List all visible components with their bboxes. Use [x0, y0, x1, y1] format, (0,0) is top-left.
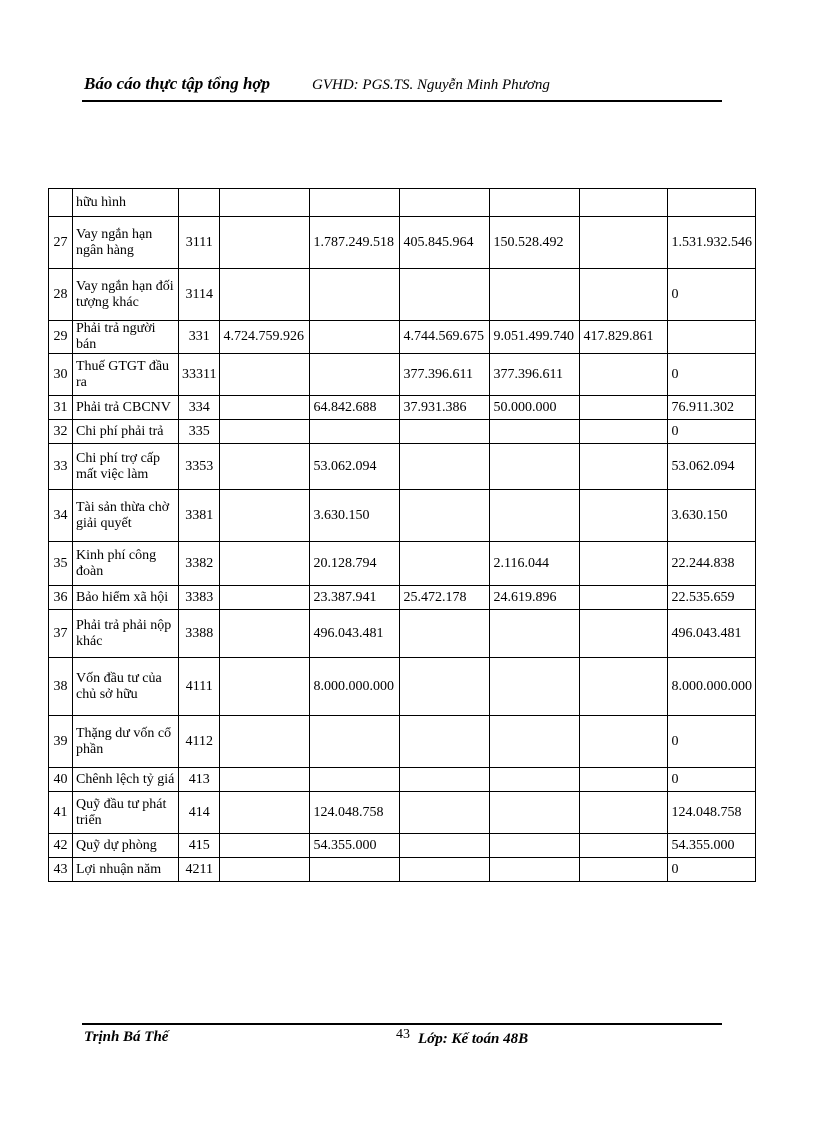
cell-name: Quỹ dự phòng: [73, 834, 179, 858]
cell-c3: [400, 610, 490, 658]
table-row: [49, 420, 756, 444]
cell-name: Lợi nhuận năm: [73, 858, 179, 882]
cell-c4: [490, 834, 580, 858]
cell-c5: [580, 858, 668, 882]
cell-c3: [400, 189, 490, 217]
cell-c1: [220, 420, 310, 444]
cell-stt: 34: [49, 490, 73, 542]
cell-c4: [490, 444, 580, 490]
cell-c2: 64.842.688: [310, 396, 400, 420]
cell-c5: [580, 586, 668, 610]
cell-code: 33311: [179, 354, 220, 396]
cell-stt: 27: [49, 217, 73, 269]
cell-c3: [400, 542, 490, 586]
cell-c4: [490, 189, 580, 217]
cell-stt: 39: [49, 716, 73, 768]
cell-c6: 0: [668, 768, 756, 792]
cell-c5: [580, 716, 668, 768]
cell-c6: 54.355.000: [668, 834, 756, 858]
cell-c5: 417.829.861: [580, 321, 668, 354]
cell-c5: [580, 269, 668, 321]
cell-code: 331: [179, 321, 220, 354]
cell-name: Chi phí phải trả: [73, 420, 179, 444]
cell-c4: [490, 269, 580, 321]
cell-c3: [400, 834, 490, 858]
cell-name: Vay ngắn hạn ngân hàng: [73, 217, 179, 269]
cell-c6: 0: [668, 858, 756, 882]
cell-c1: [220, 542, 310, 586]
header-advisor: GVHD: PGS.TS. Nguyễn Minh Phương: [312, 77, 550, 93]
table-row: [49, 768, 756, 792]
table-row: [49, 658, 756, 716]
cell-c2: 3.630.150: [310, 490, 400, 542]
cell-name: hữu hình: [73, 189, 179, 217]
cell-c1: [220, 217, 310, 269]
header-rule: [82, 100, 722, 102]
cell-c3: [400, 768, 490, 792]
cell-name: Vay ngắn hạn đối tượng khác: [73, 269, 179, 321]
cell-code: 414: [179, 792, 220, 834]
cell-c4: 2.116.044: [490, 542, 580, 586]
cell-stt: 43: [49, 858, 73, 882]
cell-c4: [490, 490, 580, 542]
table-row: [49, 444, 756, 490]
cell-c6: 22.244.838: [668, 542, 756, 586]
cell-c5: [580, 834, 668, 858]
cell-c2: 23.387.941: [310, 586, 400, 610]
cell-c3: 377.396.611: [400, 354, 490, 396]
table-row: [49, 542, 756, 586]
cell-c5: [580, 444, 668, 490]
cell-c2: [310, 189, 400, 217]
cell-stt: 28: [49, 269, 73, 321]
cell-code: 3111: [179, 217, 220, 269]
cell-stt: 31: [49, 396, 73, 420]
table-row: [49, 834, 756, 858]
cell-name: Bảo hiểm xã hội: [73, 586, 179, 610]
cell-c5: [580, 792, 668, 834]
cell-name: Tài sản thừa chờ giải quyết: [73, 490, 179, 542]
cell-code: 413: [179, 768, 220, 792]
cell-c5: [580, 490, 668, 542]
table-row: [49, 792, 756, 834]
cell-c6: [668, 321, 756, 354]
cell-c6: 0: [668, 420, 756, 444]
cell-c1: [220, 834, 310, 858]
cell-code: 4211: [179, 858, 220, 882]
cell-c6: 8.000.000.000: [668, 658, 756, 716]
table-row: [49, 189, 756, 217]
cell-name: Phải trả CBCNV: [73, 396, 179, 420]
cell-code: 3383: [179, 586, 220, 610]
table-row: [49, 217, 756, 269]
cell-c1: [220, 444, 310, 490]
cell-c5: [580, 610, 668, 658]
cell-c5: [580, 396, 668, 420]
cell-c1: [220, 658, 310, 716]
cell-c4: 50.000.000: [490, 396, 580, 420]
cell-c4: [490, 610, 580, 658]
cell-c2: 124.048.758: [310, 792, 400, 834]
table-row: [49, 858, 756, 882]
cell-c1: [220, 768, 310, 792]
cell-c4: 377.396.611: [490, 354, 580, 396]
cell-code: 334: [179, 396, 220, 420]
cell-c3: [400, 490, 490, 542]
cell-c2: [310, 716, 400, 768]
cell-code: 3114: [179, 269, 220, 321]
cell-c2: 54.355.000: [310, 834, 400, 858]
cell-code: 4111: [179, 658, 220, 716]
cell-c3: 4.744.569.675: [400, 321, 490, 354]
cell-c4: 9.051.499.740: [490, 321, 580, 354]
cell-c6: [668, 189, 756, 217]
cell-c4: [490, 858, 580, 882]
cell-c6: 0: [668, 354, 756, 396]
cell-c3: 37.931.386: [400, 396, 490, 420]
cell-c1: [220, 396, 310, 420]
footer-author: Trịnh Bá Thế: [84, 1029, 169, 1045]
footer-class: Lớp: Kế toán 48B: [418, 1031, 529, 1047]
cell-c5: [580, 354, 668, 396]
cell-name: Vốn đầu tư của chủ sở hữu: [73, 658, 179, 716]
cell-c4: [490, 658, 580, 716]
cell-c3: [400, 858, 490, 882]
cell-c4: [490, 420, 580, 444]
cell-c3: 405.845.964: [400, 217, 490, 269]
cell-c3: 25.472.178: [400, 586, 490, 610]
cell-c4: [490, 792, 580, 834]
cell-name: Phải trả phải nộp khác: [73, 610, 179, 658]
cell-code: 415: [179, 834, 220, 858]
cell-c4: 24.619.896: [490, 586, 580, 610]
cell-c1: [220, 792, 310, 834]
cell-code: 4112: [179, 716, 220, 768]
cell-c4: [490, 768, 580, 792]
cell-stt: 30: [49, 354, 73, 396]
footer-rule: [82, 1023, 722, 1025]
cell-c1: [220, 189, 310, 217]
cell-c4: [490, 716, 580, 768]
cell-c1: [220, 610, 310, 658]
cell-c5: [580, 542, 668, 586]
cell-c6: 496.043.481: [668, 610, 756, 658]
cell-c6: 0: [668, 716, 756, 768]
cell-c6: 53.062.094: [668, 444, 756, 490]
cell-c5: [580, 420, 668, 444]
cell-c2: [310, 420, 400, 444]
cell-c1: [220, 490, 310, 542]
cell-c3: [400, 269, 490, 321]
table-row: [49, 269, 756, 321]
cell-c2: 8.000.000.000: [310, 658, 400, 716]
table-row: [49, 716, 756, 768]
cell-c3: [400, 444, 490, 490]
cell-c1: [220, 858, 310, 882]
cell-c1: [220, 716, 310, 768]
cell-code: 3381: [179, 490, 220, 542]
cell-c2: 496.043.481: [310, 610, 400, 658]
cell-name: Thuế GTGT đầu ra: [73, 354, 179, 396]
cell-name: Kinh phí công đoàn: [73, 542, 179, 586]
cell-stt: 40: [49, 768, 73, 792]
cell-c4: 150.528.492: [490, 217, 580, 269]
cell-stt: 29: [49, 321, 73, 354]
table-row: [49, 321, 756, 354]
cell-name: Thặng dư vốn cổ phần: [73, 716, 179, 768]
cell-stt: 36: [49, 586, 73, 610]
cell-c5: [580, 658, 668, 716]
cell-stt: 42: [49, 834, 73, 858]
cell-c3: [400, 716, 490, 768]
cell-stt: 33: [49, 444, 73, 490]
cell-c1: [220, 586, 310, 610]
cell-stt: 41: [49, 792, 73, 834]
cell-c2: [310, 768, 400, 792]
table-row: [49, 396, 756, 420]
cell-code: 3388: [179, 610, 220, 658]
cell-c6: 124.048.758: [668, 792, 756, 834]
cell-name: Phải trả người bán: [73, 321, 179, 354]
cell-stt: 32: [49, 420, 73, 444]
cell-c6: 3.630.150: [668, 490, 756, 542]
cell-stt: 37: [49, 610, 73, 658]
cell-name: Chênh lệch tỷ giá: [73, 768, 179, 792]
cell-c6: 1.531.932.546: [668, 217, 756, 269]
cell-code: 3382: [179, 542, 220, 586]
cell-c1: [220, 269, 310, 321]
cell-c6: 76.911.302: [668, 396, 756, 420]
cell-c1: 4.724.759.926: [220, 321, 310, 354]
table-row: [49, 610, 756, 658]
table-row: [49, 586, 756, 610]
cell-c2: [310, 269, 400, 321]
cell-c5: [580, 189, 668, 217]
table-row: [49, 354, 756, 396]
cell-c2: [310, 354, 400, 396]
ledger-table: [48, 188, 756, 882]
cell-c6: 22.535.659: [668, 586, 756, 610]
cell-c3: [400, 420, 490, 444]
cell-name: Chi phí trợ cấp mất việc làm: [73, 444, 179, 490]
cell-c2: 1.787.249.518: [310, 217, 400, 269]
cell-c2: [310, 858, 400, 882]
cell-c2: 20.128.794: [310, 542, 400, 586]
cell-stt: 35: [49, 542, 73, 586]
cell-c2: [310, 321, 400, 354]
cell-c1: [220, 354, 310, 396]
cell-stt: 38: [49, 658, 73, 716]
cell-c2: 53.062.094: [310, 444, 400, 490]
cell-code: 3353: [179, 444, 220, 490]
header-report-title: Báo cáo thực tập tổng hợp: [84, 74, 271, 93]
cell-c6: 0: [668, 269, 756, 321]
cell-code: [179, 189, 220, 217]
footer-page-number: 43: [396, 1027, 410, 1042]
cell-c3: [400, 658, 490, 716]
cell-code: 335: [179, 420, 220, 444]
cell-c5: [580, 768, 668, 792]
table-row: [49, 490, 756, 542]
cell-c3: [400, 792, 490, 834]
cell-c5: [580, 217, 668, 269]
cell-name: Quỹ đầu tư phát triển: [73, 792, 179, 834]
cell-stt: [49, 189, 73, 217]
